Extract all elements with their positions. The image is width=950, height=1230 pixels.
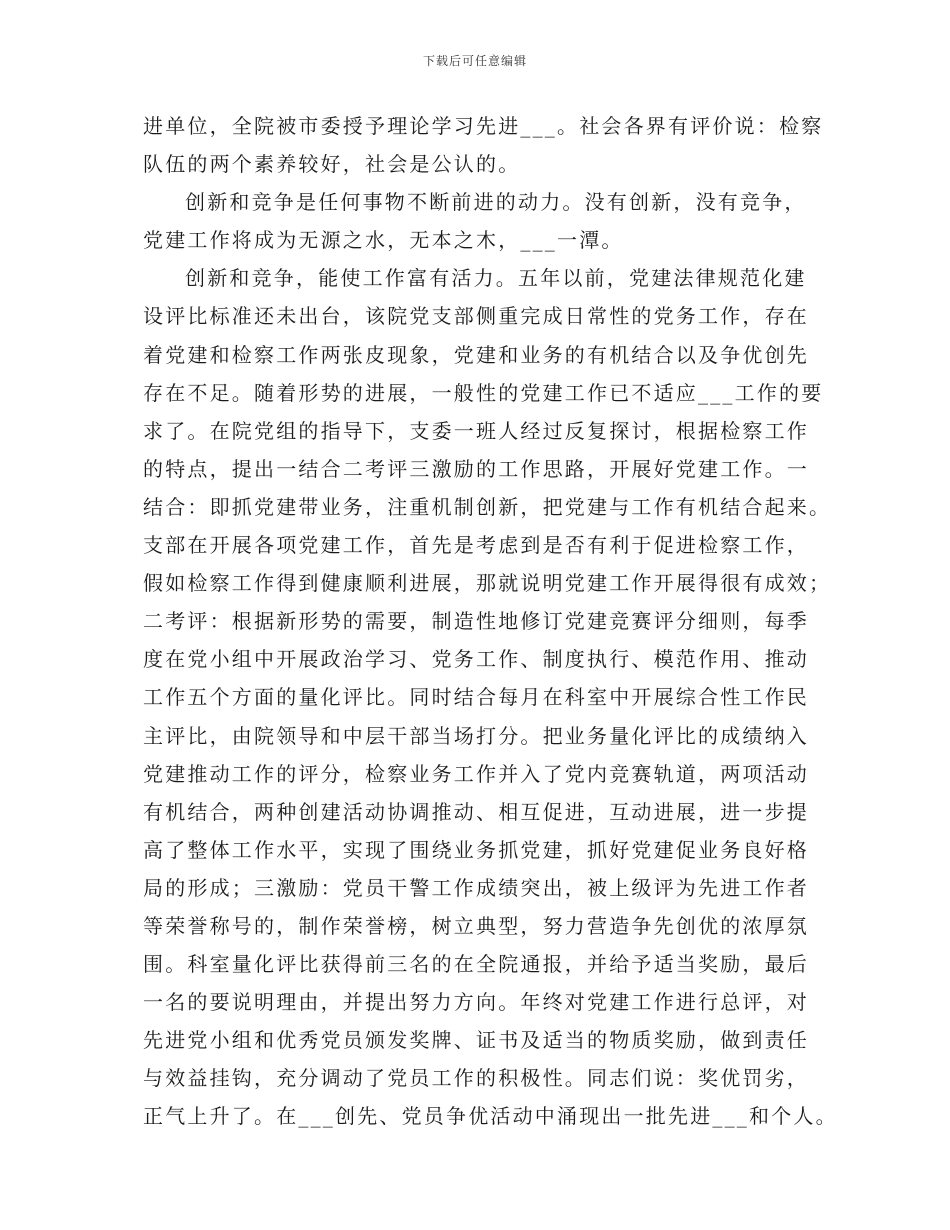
text-line: 的特点，提出一结合二考评三激励的工作思路，开展好党建工作。一 [143,456,809,481]
text-line: 着党建和检察工作两张皮现象，党建和业务的有机结合以及争优创先 [143,342,809,367]
text-line: 先进党小组和优秀党员颁发奖牌、证书及适当的物质奖励，做到责任 [143,1028,809,1053]
page-header: 下载后可任意编辑 [422,54,527,68]
text-line: 进单位，全院被市委授予理论学习先进___。社会各界有评价说：检察 [143,114,824,138]
text-line: 设评比标准还未出台，该院党支部侧重完成日常性的党务工作，存在 [143,304,809,329]
text-line: 局的形成；三激励：党员干警工作成绩突出，被上级评为先进工作者 [143,875,809,900]
text-line: 求了。在院党组的指导下，支委一班人经过反复探讨，根据检察工作 [143,418,809,443]
text-line: 正气上升了。在___创先、党员争优活动中涌现出一批先进___和个人。 [143,1104,838,1129]
text-line: 主评比，由院领导和中层干部当场打分。把业务量化评比的成绩纳入 [143,723,809,748]
paragraph-first-line: 创新和竞争是任何事物不断前进的动力。没有创新，没有竞争， [185,190,807,215]
text-line: 二考评：根据新形势的需要，制造性地修订党建竞赛评分细则，每季 [143,609,809,634]
text-line: 党建工作将成为无源之水，无本之木，___一潭。 [143,228,624,253]
text-line: 与效益挂钩，充分调动了党员工作的积极性。同志们说：奖优罚劣， [143,1066,809,1091]
text-line: 队伍的两个素养较好，社会是公认的。 [143,152,521,177]
text-line: 存在不足。随着形势的进展，一般性的党建工作已不适应___工作的要 [143,380,824,405]
text-line: 度在党小组中开展政治学习、党务工作、制度执行、模范作用、推动 [143,647,809,672]
text-line: 支部在开展各项党建工作，首先是考虑到是否有利于促进检察工作， [143,533,809,558]
text-line: 党建推动工作的评分，检察业务工作并入了党内竞赛轨道，两项活动 [143,761,809,786]
text-line: 等荣誉称号的，制作荣誉榜，树立典型，努力营造争先创优的浓厚氛 [143,913,809,938]
text-line: 结合：即抓党建带业务，注重机制创新，把党建与工作有机结合起来。 [143,494,832,519]
text-line: 围。科室量化评比获得前三名的在全院通报，并给予适当奖励，最后 [143,952,809,977]
text-line: 工作五个方面的量化评比。同时结合每月在科室中开展综合性工作民 [143,685,809,710]
text-line: 有机结合，两种创建活动协调推动、相互促进，互动进展，进一步提 [143,799,809,824]
text-line: 高了整体工作水平，实现了围绕业务抓党建，抓好党建促业务良好格 [143,837,809,862]
document-body [143,107,843,1136]
text-line: 假如检察工作得到健康顺利进展，那就说明党建工作开展得很有成效； [143,571,832,596]
paragraph-first-line: 创新和竞争，能使工作富有活力。五年以前，党建法律规范化建 [185,266,807,291]
text-line: 一名的要说明理由，并提出努力方向。年终对党建工作进行总评，对 [143,990,809,1015]
